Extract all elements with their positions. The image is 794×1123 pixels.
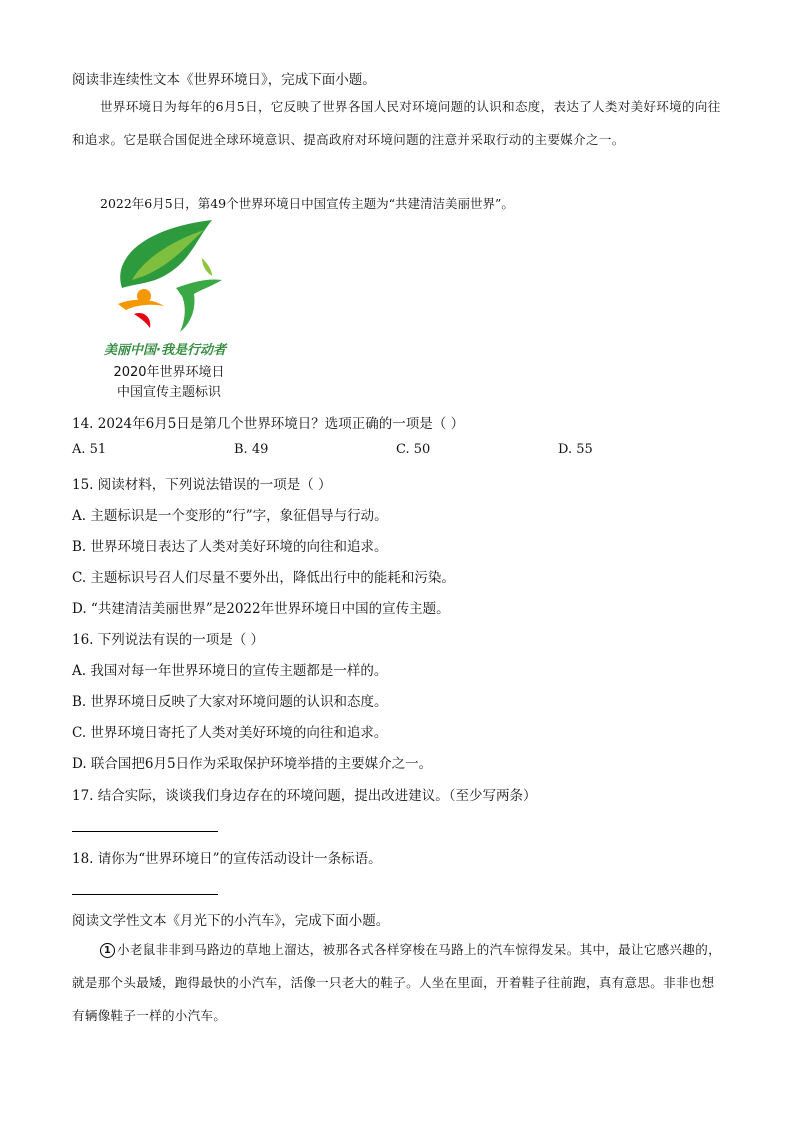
q15-option-d[interactable]: D. “共建清洁美丽世界”是2022年世界环境日中国的宣传主题。 [72, 601, 450, 617]
q18-answer-line[interactable] [72, 894, 218, 895]
passage-2-paragraph-1 [72, 933, 727, 1032]
q16-option-b[interactable]: B. 世界环境日反映了大家对环境问题的认识和态度。 [72, 694, 388, 710]
logo-caption-line-2: 中国宣传主题标识 [116, 385, 221, 400]
environment-day-logo [104, 218, 244, 402]
reading-intro-1: 阅读非连续性文本《世界环境日》，完成下面小题。 [72, 72, 376, 88]
q14-option-b[interactable]: B. 49 [234, 442, 269, 457]
passage-2-text: 小老鼠非非到马路边的草地上溜达，被那各式各样穿梭在马路上的汽车惊得发呆。其中，最让它感兴趣的，就是那个头最矮，跑得最快的小汽车，活像一只老大的鞋子。人坐在里面，开着鞋子往前跑，真有意思。非非也想有辆像鞋子一样的小汽车。 [72, 942, 721, 1023]
q14-option-d[interactable]: D. 55 [558, 442, 593, 457]
q15-option-b[interactable]: B. 世界环境日表达了人类对美好环境的向往和追求。 [72, 539, 388, 555]
leaf-logo-icon [104, 218, 229, 336]
logo-slogan: 美丽中国·我是行动者 [104, 343, 226, 358]
reading-intro-2: 阅读文学性文本《月光下的小汽车》，完成下面小题。 [72, 913, 390, 929]
passage-1-paragraph-1 [72, 90, 727, 156]
q15-option-c[interactable]: C. 主题标识号召人们尽量不要外出，降低出行中的能耗和污染。 [72, 570, 455, 586]
q16-option-c[interactable]: C. 世界环境日寄托了人类对美好环境的向往和追求。 [72, 725, 388, 741]
passage-1-paragraph-2: 2022年6月5日，第49个世界环境日中国宣传主题为“共建清洁美丽世界”。 [100, 196, 514, 211]
question-16-stem: 16. 下列说法有误的一项是（ ） [72, 632, 265, 648]
question-17-stem: 17. 结合实际，谈谈我们身边存在的环境问题，提出改进建议。（至少写两条） [72, 788, 537, 804]
paragraph-number-circle: 1 [100, 943, 115, 958]
logo-caption-line-1: 2020年世界环境日 [113, 365, 225, 380]
question-15-stem: 15. 阅读材料，下列说法错误的一项是（ ） [72, 477, 332, 493]
q17-answer-line[interactable] [72, 831, 218, 832]
passage-1-text: 世界环境日为每年的6月5日，它反映了世界各国人民对环境问题的认识和态度，表达了人类对美好环境的向往和追求。它是联合国促进全球环境意识、提高政府对环境问题的注意并采取行动的主要媒介之一。 [72, 99, 721, 147]
q14-option-c[interactable]: C. 50 [396, 442, 431, 457]
q16-option-a[interactable]: A. 我国对每一年世界环境日的宣传主题都是一样的。 [72, 663, 388, 679]
q15-option-a[interactable]: A. 主题标识是一个变形的“行”字，象征倡导与行动。 [72, 508, 388, 524]
q14-option-a[interactable]: A. 51 [72, 442, 107, 457]
q16-option-d[interactable]: D. 联合国把6月5日作为采取保护环境举措的主要媒介之一。 [72, 756, 433, 772]
question-18-stem: 18. 请你为“世界环境日”的宣传活动设计一条标语。 [72, 851, 382, 867]
question-14-stem: 14. 2024年6月5日是第几个世界环境日？选项正确的一项是（ ） [72, 416, 465, 432]
